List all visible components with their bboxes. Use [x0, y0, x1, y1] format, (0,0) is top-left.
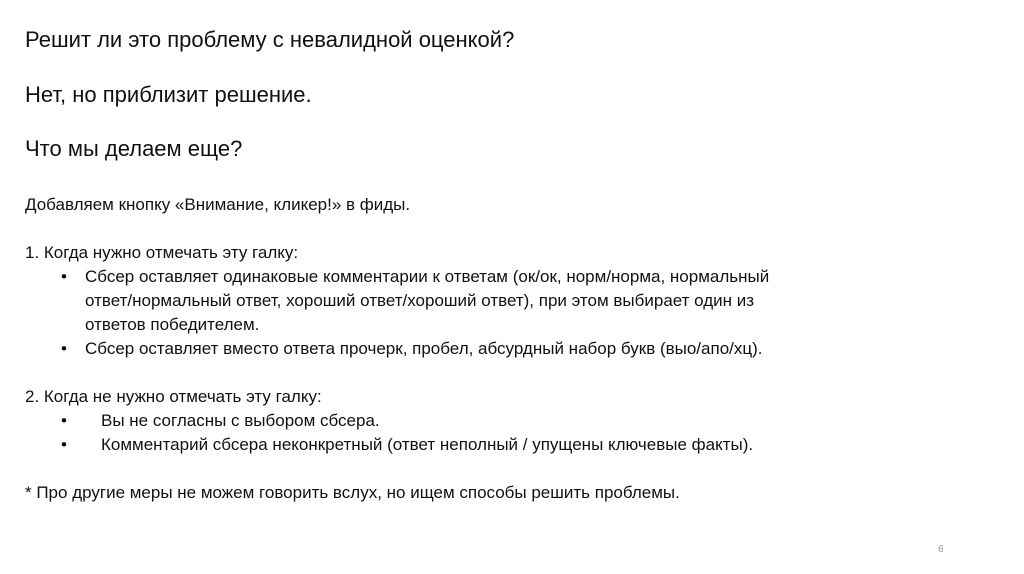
spacer [25, 217, 985, 241]
bullet-line: Комментарий сбсера неконкретный (ответ неполный / упущены ключевые факты). [101, 435, 754, 454]
list-item [25, 337, 985, 361]
list-item [25, 265, 985, 337]
spacer [25, 361, 985, 385]
section1-title: 1. Когда нужно отмечать эту галку: [25, 243, 299, 262]
list-item [25, 433, 985, 457]
bullet-line: Сбсер оставляет вместо ответа прочерк, пробел, абсурдный набор букв (выо/апо/хц). [85, 339, 763, 358]
question-heading: Решит ли это проблему с невалидной оценкой? [25, 27, 515, 52]
bullet-icon: • [61, 411, 67, 430]
next-question-heading: Что мы делаем еще? [25, 136, 243, 161]
answer-heading: Нет, но приблизит решение. [25, 82, 312, 107]
body-text [25, 193, 985, 505]
bullet-line: Сбсер оставляет одинаковые комментарии к ответам (ок/ок, норм/норма, нормальный [85, 267, 770, 286]
spacer [25, 457, 985, 481]
bullet-icon: • [61, 435, 67, 454]
bullet-line: ответов победителем. [85, 315, 260, 334]
bullet-line: ответ/нормальный ответ, хороший ответ/хороший ответ), при этом выбирает один из [85, 291, 755, 310]
bullet-icon: • [61, 267, 67, 286]
bullet-icon: • [61, 339, 67, 358]
list-item [25, 409, 985, 433]
section2-title: 2. Когда не нужно отмечать эту галку: [25, 387, 322, 406]
page-number: 6 [938, 544, 944, 555]
bullet-line: Вы не согласны с выбором сбсера. [101, 411, 380, 430]
intro-paragraph: Добавляем кнопку «Внимание, кликер!» в фиды. [25, 195, 411, 214]
footnote: * Про другие меры не можем говорить вслух, но ищем способы решить проблемы. [25, 483, 680, 502]
